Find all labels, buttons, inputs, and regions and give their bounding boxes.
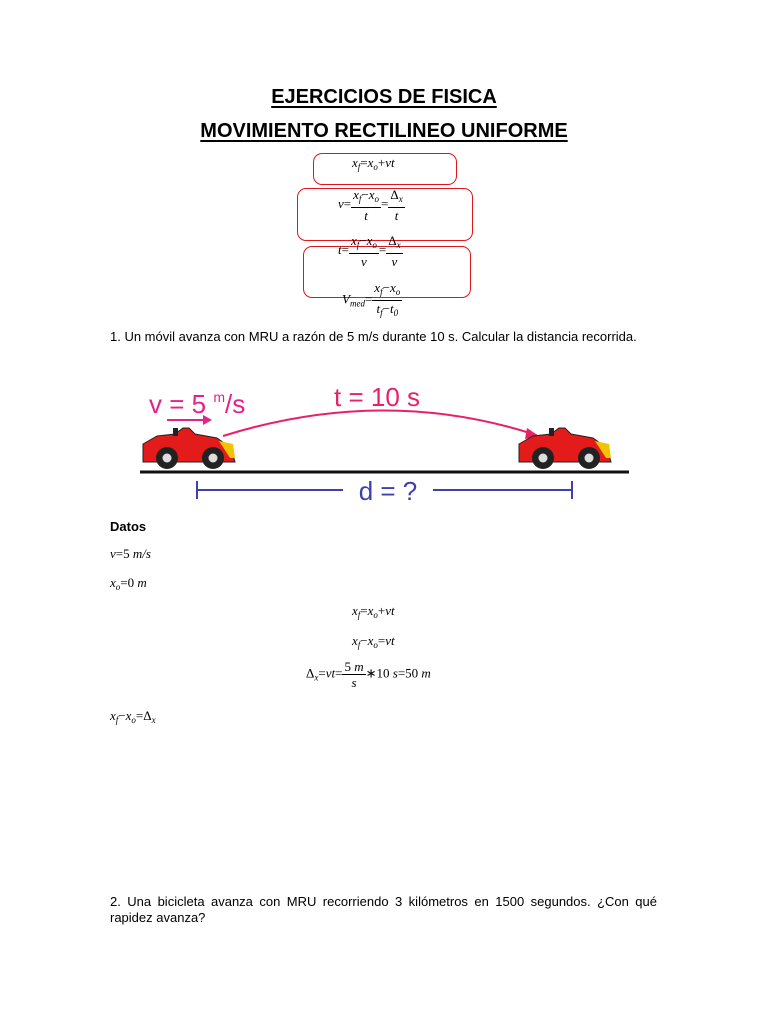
formula-position: $x_f=x_o+vt$	[352, 155, 395, 172]
formula-velocity: v= $\frac{x_f-x_o}{t}$ = $\frac{\Delta_x}{t}$	[338, 187, 403, 223]
car-start-icon	[143, 428, 235, 469]
dato-initial-position: $x_o=0$ m	[110, 575, 147, 592]
solution-result: $x_f-x_o=\Delta_x$	[110, 708, 156, 725]
solution-step-2: $x_f-x_o=vt$	[352, 633, 395, 650]
trajectory-arrow	[223, 410, 533, 436]
solution-step-3: $\Delta_x=vt=$ $\frac{5 m}{s}$ ∗10 s=50 m	[306, 659, 431, 690]
velocity-label: v = 5 $^m$/s	[149, 389, 246, 419]
datos-heading: Datos	[110, 519, 147, 534]
mru-diagram	[135, 378, 635, 508]
distance-label: d = ?	[358, 476, 418, 506]
formula-time: t= $\frac{x_f-x_o}{v}$ = $\frac{\Delta_x}{v}$	[338, 233, 401, 269]
page-subtitle: MOVIMIENTO RECTILINEO UNIFORME	[200, 120, 568, 142]
formula-mean-velocity: $V_{med}=$ $\frac{x_f-x_o}{t_f-t_0}$	[342, 280, 401, 318]
page-title: EJERCICIOS DE FISICA	[271, 86, 497, 108]
exercise-1-text: 1. Un móvil avanza con MRU a razón de 5 m/s durante 10 s. Calcular la distancia recorrida.	[110, 329, 637, 344]
solution-step-1: $x_f=x_o+vt$	[352, 603, 395, 620]
exercise-2-text: 2. Una bicicleta avanza con MRU recorriendo 3 kilómetros en 1500 segundos. ¿Con qué rapidez avanza?	[110, 894, 657, 925]
dato-velocity: v=5 m/s	[110, 546, 151, 561]
time-label: t = 10 s	[334, 382, 420, 412]
